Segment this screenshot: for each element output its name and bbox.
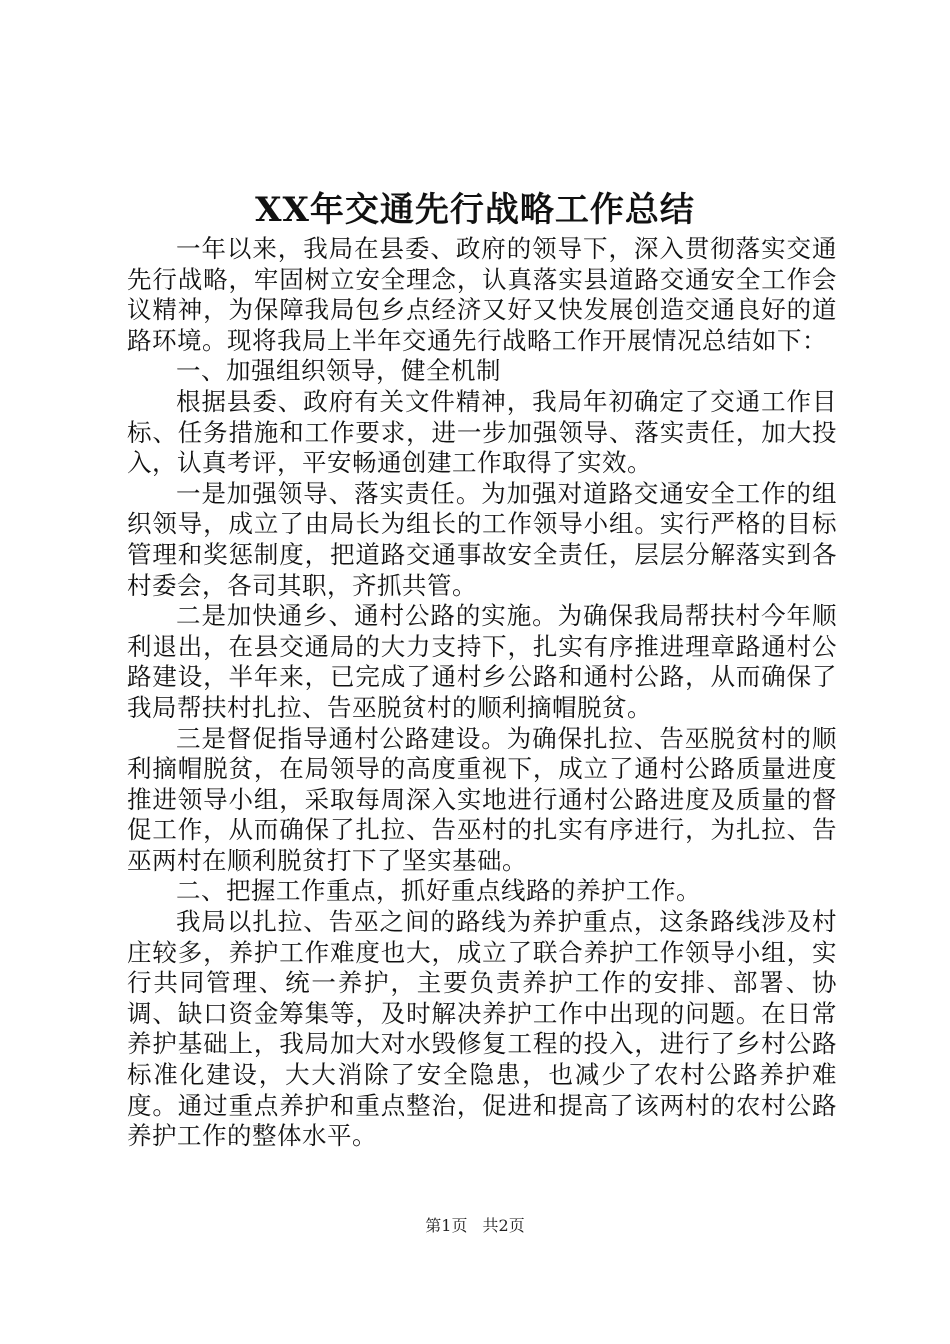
- page-number: 第1页: [425, 1216, 468, 1235]
- page-footer: [0, 1215, 950, 1237]
- section-1-item-2: 二是加快通乡、通村公路的实施。为确保我局帮扶村今年顺利退出，在县交通局的大力支持下，扎实有序推进理章路通村公路建设，半年来，已完成了通村乡公路和通村公路，从而确保了我局帮扶村扎拉、告巫脱贫村的顺利摘帽脱贫。: [127, 601, 837, 722]
- page-title: XX年交通先行战略工作总结: [255, 190, 695, 230]
- page-total: 共2页: [482, 1216, 525, 1235]
- section-1-item-3: 三是督促指导通村公路建设。为确保扎拉、告巫脱贫村的顺利摘帽脱贫，在局领导的高度重视下，成立了通村公路质量进度推进领导小组，采取每周深入实地进行通村公路进度及质量的督促工作，从而确保了扎拉、告巫村的扎实有序进行，为扎拉、告巫两村在顺利脱贫打下了坚实基础。: [127, 723, 837, 875]
- document-body: [127, 234, 837, 1152]
- intro-paragraph: 一年以来，我局在县委、政府的领导下，深入贯彻落实交通先行战略，牢固树立安全理念，认真落实县道路交通安全工作会议精神，为保障我局包乡点经济又好又快发展创造交通良好的道路环境。现将我局上半年交通先行战略工作开展情况总结如下：: [127, 234, 837, 355]
- section-heading-1: 一、加强组织领导，健全机制: [176, 356, 501, 386]
- section-heading-2: 二、把握工作重点，抓好重点线路的养护工作。: [176, 876, 701, 906]
- section-2-paragraph: 我局以扎拉、告巫之间的路线为养护重点，这条路线涉及村庄较多，养护工作难度也大，成立了联合养护工作领导小组，实行共同管理、统一养护，主要负责养护工作的安排、部署、协调、缺口资金筹集等，及时解决养护工作中出现的问题。在日常养护基础上，我局加大对水毁修复工程的投入，进行了乡村公路标准化建设，大大消除了安全隐患，也减少了农村公路养护难度。通过重点养护和重点整治，促进和提高了该两村的农村公路养护工作的整体水平。: [127, 907, 837, 1151]
- section-1-item-1: 一是加强领导、落实责任。为加强对道路交通安全工作的组织领导，成立了由局长为组长的工作领导小组。实行严格的目标管理和奖惩制度，把道路交通事故安全责任，层层分解落实到各村委会，各司其职，齐抓共管。: [127, 478, 837, 600]
- section-1-paragraph: 根据县委、政府有关文件精神，我局年初确定了交通工作目标、任务措施和工作要求，进一步加强领导、落实责任，加大投入，认真考评，平安畅通创建工作取得了实效。: [127, 386, 837, 478]
